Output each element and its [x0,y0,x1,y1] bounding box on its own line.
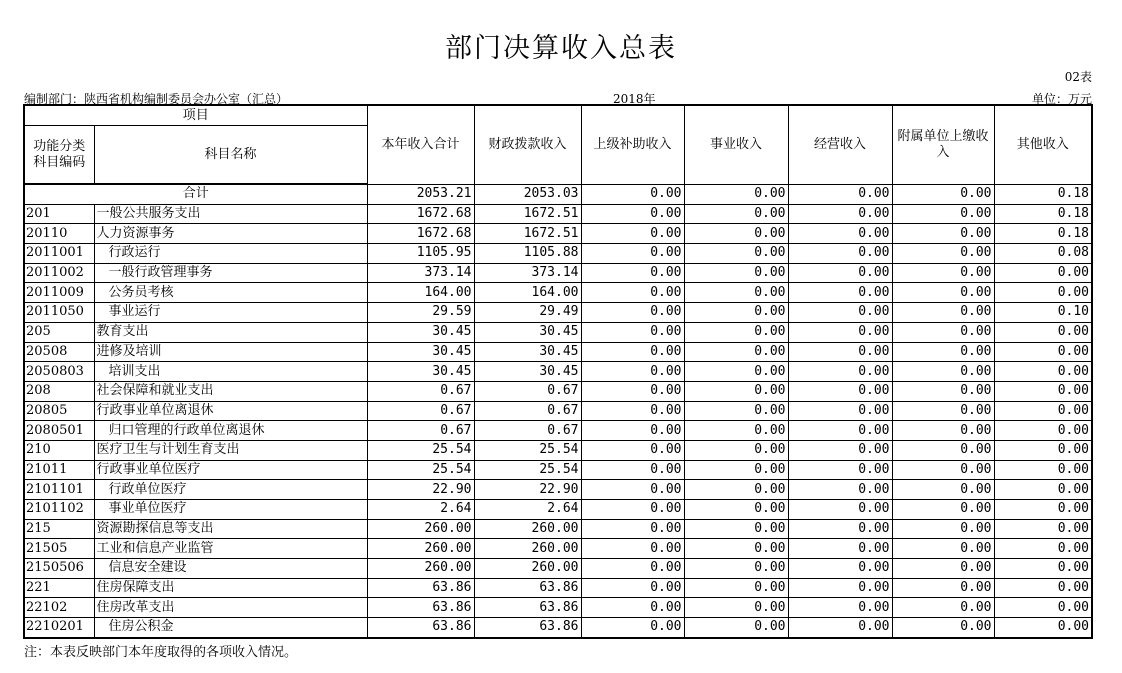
row-value: 0.67 [367,381,474,401]
table-row [24,578,1092,598]
row-code: 22102 [24,598,94,618]
row-value: 0.67 [474,421,581,441]
total-value: 2053.21 [367,184,474,204]
row-value: 63.86 [367,578,474,598]
row-value: 260.00 [367,539,474,559]
row-code: 215 [24,519,94,539]
row-value: 0.00 [788,401,892,421]
table-row [24,440,1092,460]
row-value: 0.00 [581,618,684,638]
row-value: 2.64 [367,500,474,520]
row-code: 20805 [24,401,94,421]
row-value: 0.00 [684,559,788,579]
page-title: 部门决算收入总表 [445,33,677,64]
form-number: 02表 [1064,70,1092,84]
row-value: 0.00 [994,322,1092,342]
row-code: 2080501 [24,421,94,441]
row-value: 0.00 [994,500,1092,520]
header-col-business: 事业收入 [684,105,788,184]
row-code: 2011001 [24,244,94,264]
row-code: 208 [24,381,94,401]
row-value: 260.00 [474,519,581,539]
row-value: 0.18 [994,224,1092,244]
row-value: 0.00 [892,480,994,500]
table-row [24,618,1092,638]
row-value: 1672.68 [367,204,474,224]
row-value: 29.49 [474,303,581,323]
unit-label: 单位：万元 [1031,92,1092,106]
row-value: 0.00 [581,283,684,303]
row-value: 0.00 [788,460,892,480]
row-value: 0.00 [994,283,1092,303]
table-row [24,539,1092,559]
row-value: 0.00 [684,598,788,618]
row-value: 0.00 [788,598,892,618]
row-value: 0.00 [994,519,1092,539]
row-value: 373.14 [474,263,581,283]
row-value: 0.00 [788,500,892,520]
row-name: 信息安全建设 [94,559,367,579]
row-value: 0.00 [684,500,788,520]
row-value: 0.00 [892,401,994,421]
row-value: 0.00 [788,224,892,244]
row-name: 行政事业单位离退休 [94,401,367,421]
row-value: 0.00 [892,539,994,559]
row-name: 一般行政管理事务 [94,263,367,283]
row-name: 行政运行 [94,244,367,264]
header-code: 功能分类 科目编码 [24,126,94,185]
table-row [24,421,1092,441]
row-value: 63.86 [367,598,474,618]
row-value: 0.67 [474,381,581,401]
table-row [24,303,1092,323]
table-row [24,480,1092,500]
row-value: 1105.95 [367,244,474,264]
year-label: 2018年 [613,92,656,106]
row-code: 2011002 [24,263,94,283]
row-value: 25.54 [474,440,581,460]
header-col-superior: 上级补助收入 [581,105,684,184]
row-value: 0.18 [994,204,1092,224]
row-value: 0.00 [994,342,1092,362]
row-value: 0.00 [892,244,994,264]
row-value: 0.00 [892,362,994,382]
row-value: 0.00 [788,303,892,323]
row-value: 0.00 [994,559,1092,579]
row-value: 63.86 [474,618,581,638]
row-value: 0.00 [892,263,994,283]
row-value: 63.86 [367,618,474,638]
row-value: 0.00 [892,519,994,539]
row-value: 63.86 [474,578,581,598]
row-value: 0.00 [892,578,994,598]
table-row [24,244,1092,264]
row-value: 0.00 [581,303,684,323]
row-value: 1672.68 [367,224,474,244]
row-value: 0.00 [892,283,994,303]
row-value: 0.00 [788,519,892,539]
header-col-other: 其他收入 [994,105,1092,184]
row-code: 2011050 [24,303,94,323]
row-name: 归口管理的行政单位离退休 [94,421,367,441]
row-value: 0.00 [994,480,1092,500]
row-value: 0.00 [581,539,684,559]
row-value: 0.00 [994,381,1092,401]
row-value: 0.00 [788,283,892,303]
row-value: 0.00 [788,539,892,559]
row-name: 医疗卫生与计划生育支出 [94,440,367,460]
row-name: 住房保障支出 [94,578,367,598]
row-value: 0.00 [788,618,892,638]
footnote: 注：本表反映部门本年度取得的各项收入情况。 [24,645,298,660]
header-name: 科目名称 [94,126,367,185]
row-value: 0.00 [581,322,684,342]
total-value: 0.00 [581,184,684,204]
row-value: 0.00 [581,224,684,244]
row-value: 0.00 [684,303,788,323]
row-value: 164.00 [367,283,474,303]
row-name: 教育支出 [94,322,367,342]
row-value: 0.00 [581,480,684,500]
row-code: 2050803 [24,362,94,382]
row-name: 社会保障和就业支出 [94,381,367,401]
row-value: 0.00 [994,578,1092,598]
row-value: 0.00 [581,578,684,598]
row-value: 0.00 [684,618,788,638]
row-value: 0.00 [788,559,892,579]
row-value: 0.00 [581,519,684,539]
row-value: 0.00 [892,618,994,638]
row-value: 0.00 [684,460,788,480]
row-value: 0.10 [994,303,1092,323]
table-row [24,322,1092,342]
row-value: 0.00 [994,440,1092,460]
row-value: 0.00 [994,362,1092,382]
table-row [24,342,1092,362]
table-row [24,204,1092,224]
row-value: 30.45 [367,322,474,342]
row-value: 25.54 [474,460,581,480]
row-value: 30.45 [367,362,474,382]
row-value: 22.90 [474,480,581,500]
row-value: 0.00 [892,322,994,342]
row-code: 2011009 [24,283,94,303]
total-value: 2053.03 [474,184,581,204]
total-label: 合计 [24,184,367,204]
row-value: 0.00 [581,460,684,480]
row-value: 260.00 [367,559,474,579]
row-value: 0.67 [474,401,581,421]
table-row [24,460,1092,480]
row-value: 0.00 [684,283,788,303]
row-value: 25.54 [367,440,474,460]
row-value: 0.00 [788,362,892,382]
row-name: 资源勘探信息等支出 [94,519,367,539]
total-value: 0.18 [994,184,1092,204]
header-col-fiscal: 财政拨款收入 [474,105,581,184]
row-value: 260.00 [367,519,474,539]
row-value: 0.00 [788,263,892,283]
row-value: 0.00 [994,421,1092,441]
row-code: 201 [24,204,94,224]
row-value: 0.00 [788,322,892,342]
row-value: 0.00 [892,559,994,579]
row-code: 2150506 [24,559,94,579]
row-value: 0.00 [788,480,892,500]
row-value: 0.00 [684,342,788,362]
row-value: 0.00 [581,421,684,441]
row-value: 0.00 [994,263,1092,283]
row-name: 一般公共服务支出 [94,204,367,224]
row-code: 2210201 [24,618,94,638]
row-value: 30.45 [474,362,581,382]
row-name: 行政单位医疗 [94,480,367,500]
row-value: 0.00 [892,342,994,362]
table-row [24,283,1092,303]
row-value: 63.86 [474,598,581,618]
row-value: 0.00 [892,440,994,460]
table-body [24,184,1092,638]
row-value: 260.00 [474,559,581,579]
row-value: 0.00 [684,224,788,244]
row-value: 30.45 [474,342,581,362]
row-code: 2101101 [24,480,94,500]
row-name: 工业和信息产业监管 [94,539,367,559]
row-value: 164.00 [474,283,581,303]
table-row [24,500,1092,520]
row-name: 进修及培训 [94,342,367,362]
row-value: 0.00 [994,401,1092,421]
row-value: 0.00 [684,322,788,342]
row-value: 0.00 [788,440,892,460]
row-value: 30.45 [474,322,581,342]
department-label: 编制部门：陕西省机构编制委员会办公室（汇总） [24,92,289,106]
row-code: 221 [24,578,94,598]
total-value: 0.00 [892,184,994,204]
header-col-total: 本年收入合计 [367,105,474,184]
row-value: 0.00 [788,578,892,598]
row-value: 25.54 [367,460,474,480]
row-value: 0.00 [892,421,994,441]
row-value: 0.00 [994,618,1092,638]
table-row [24,519,1092,539]
row-value: 0.00 [788,421,892,441]
row-value: 0.00 [892,500,994,520]
row-value: 0.00 [581,244,684,264]
income-summary-table [23,104,1093,639]
row-name: 培训支出 [94,362,367,382]
row-value: 0.00 [994,539,1092,559]
row-value: 0.00 [892,460,994,480]
row-code: 210 [24,440,94,460]
header-item: 项目 [24,105,367,126]
row-name: 行政事业单位医疗 [94,460,367,480]
row-value: 22.90 [367,480,474,500]
row-value: 0.00 [581,559,684,579]
row-value: 0.00 [581,440,684,460]
row-value: 0.00 [892,204,994,224]
row-value: 0.00 [581,598,684,618]
row-value: 0.00 [581,204,684,224]
row-value: 0.00 [684,263,788,283]
table-row [24,362,1092,382]
row-value: 0.00 [788,204,892,224]
row-value: 0.00 [684,401,788,421]
header-col-operating: 经营收入 [788,105,892,184]
header-col-affiliate: 附属单位上缴收入 [892,105,994,184]
row-value: 0.00 [684,204,788,224]
row-value: 0.08 [994,244,1092,264]
row-value: 0.00 [788,244,892,264]
table-row [24,559,1092,579]
row-code: 21011 [24,460,94,480]
row-value: 0.00 [684,362,788,382]
row-value: 0.00 [581,342,684,362]
row-value: 30.45 [367,342,474,362]
row-value: 0.00 [994,460,1092,480]
table-row [24,401,1092,421]
row-value: 0.67 [367,421,474,441]
row-value: 0.00 [684,421,788,441]
row-value: 373.14 [367,263,474,283]
row-value: 0.00 [581,401,684,421]
total-value: 0.00 [684,184,788,204]
row-value: 0.00 [581,500,684,520]
row-code: 20508 [24,342,94,362]
row-code: 20110 [24,224,94,244]
row-value: 0.00 [684,440,788,460]
table-row [24,224,1092,244]
total-value: 0.00 [788,184,892,204]
row-value: 2.64 [474,500,581,520]
row-value: 0.00 [684,244,788,264]
row-code: 205 [24,322,94,342]
row-name: 人力资源事务 [94,224,367,244]
row-name: 事业单位医疗 [94,500,367,520]
row-value: 0.00 [892,303,994,323]
row-value: 0.00 [684,381,788,401]
row-value: 0.00 [684,480,788,500]
row-code: 21505 [24,539,94,559]
row-value: 0.00 [581,381,684,401]
row-value: 1672.51 [474,204,581,224]
row-value: 0.67 [367,401,474,421]
row-value: 0.00 [788,342,892,362]
row-value: 0.00 [581,362,684,382]
table-row [24,263,1092,283]
row-name: 事业运行 [94,303,367,323]
total-row [24,184,1092,204]
row-value: 0.00 [684,519,788,539]
table-row [24,598,1092,618]
row-value: 29.59 [367,303,474,323]
row-value: 0.00 [892,224,994,244]
row-name: 住房公积金 [94,618,367,638]
row-value: 0.00 [892,598,994,618]
row-value: 0.00 [581,263,684,283]
row-value: 0.00 [684,539,788,559]
row-value: 1672.51 [474,224,581,244]
row-name: 住房改革支出 [94,598,367,618]
row-value: 1105.88 [474,244,581,264]
row-value: 260.00 [474,539,581,559]
row-name: 公务员考核 [94,283,367,303]
row-value: 0.00 [684,578,788,598]
row-value: 0.00 [892,381,994,401]
row-value: 0.00 [994,598,1092,618]
table-row [24,381,1092,401]
row-code: 2101102 [24,500,94,520]
row-value: 0.00 [788,381,892,401]
